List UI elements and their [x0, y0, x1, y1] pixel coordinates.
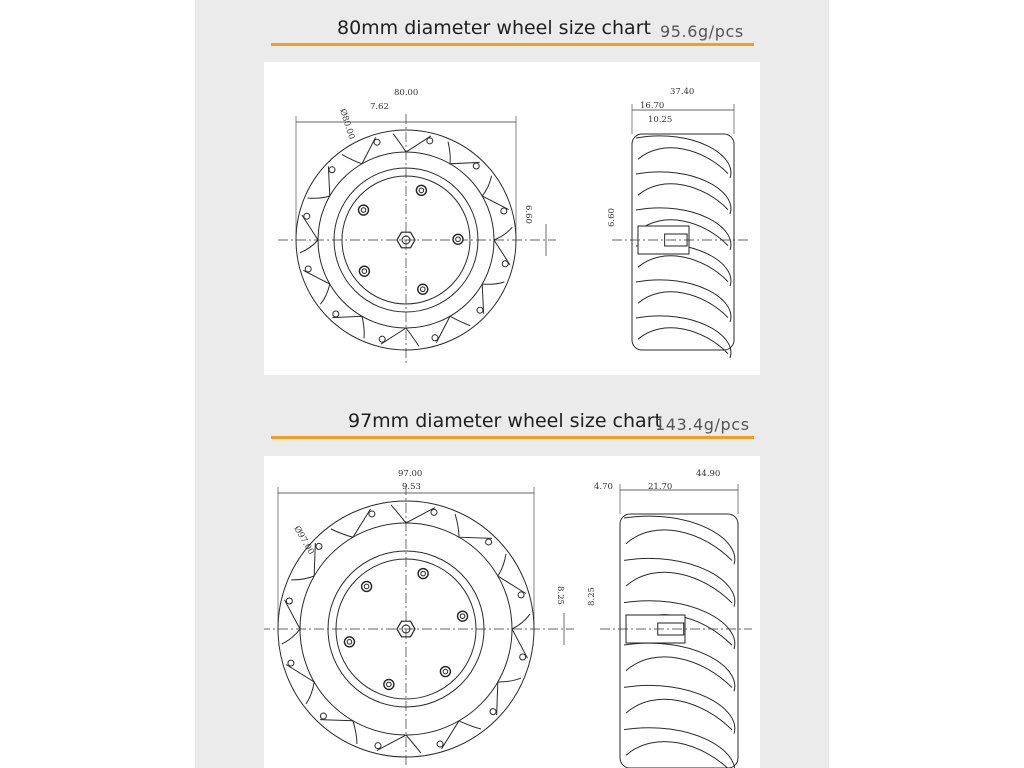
roller-contour — [377, 735, 421, 753]
roller-side — [624, 516, 735, 564]
chart-1-front-height-label: 6.60 — [523, 205, 533, 224]
bolt-hole — [440, 667, 450, 677]
roller-contour — [320, 720, 357, 744]
chart-1-side-height-label: 6.60 — [607, 208, 617, 227]
chart-2-front-view — [264, 485, 574, 768]
chart-2-front-height-label: 8.25 — [555, 586, 565, 605]
chart-1-drawing — [264, 62, 760, 375]
chart-2-side-dim-b-label: 21.70 — [648, 482, 673, 492]
chart-1-front-offset-label: 7.62 — [370, 102, 389, 112]
chart-2-front-offset-label: 9.53 — [402, 482, 421, 492]
chart-2-side-dim-a-label: 4.70 — [594, 482, 613, 492]
chart-2-title-underline — [271, 436, 754, 439]
chart-2-svg — [264, 456, 760, 768]
chart-2-side-height-label: 8.25 — [587, 587, 597, 606]
bolt-hole — [359, 205, 369, 215]
chart-1-title-underline — [271, 43, 754, 46]
chart-1-svg — [264, 62, 760, 375]
roller-contour — [308, 166, 330, 198]
hub-section — [638, 226, 689, 254]
roller-side — [636, 280, 731, 322]
roller-contour — [300, 215, 318, 253]
roller-side — [636, 136, 731, 178]
bolt-hole — [362, 581, 372, 591]
chart-1-side-dim-a-label: 16.70 — [640, 101, 665, 111]
chart-1-side-width-label: 37.40 — [670, 87, 695, 97]
roller-contour — [455, 514, 492, 538]
roller-contour — [497, 678, 521, 715]
bolt-hole — [418, 569, 428, 579]
roller-contour — [482, 282, 504, 314]
chart-1-diameter-label: Ø80.00 — [337, 107, 357, 141]
chart-1-side-view — [612, 104, 748, 358]
bolt-hole — [359, 266, 369, 276]
chart-1-title: 80mm diameter wheel size chart — [337, 17, 651, 39]
chart-1-front-width-label: 80.00 — [394, 88, 419, 98]
roller-contour — [494, 227, 512, 265]
chart-2-title: 97mm diameter wheel size chart — [348, 410, 662, 432]
roller-side — [624, 643, 735, 691]
chart-1-side-dim-b-label: 10.25 — [648, 115, 673, 125]
roller-contour — [512, 614, 530, 658]
bolt-hole — [416, 185, 426, 195]
chart-1-weight: 95.6g/pcs — [660, 22, 744, 41]
roller-side — [636, 172, 731, 214]
roller-contour — [282, 600, 300, 644]
bolt-hole — [344, 637, 354, 647]
bolt-hole — [384, 679, 394, 689]
bolt-hole — [458, 611, 468, 621]
chart-2-diameter-label: Ø97.00 — [291, 524, 316, 557]
roller-contour — [393, 134, 431, 152]
roller-side — [624, 685, 735, 733]
chart-2-drawing — [264, 456, 760, 768]
chart-2-weight: 143.4g/pcs — [655, 415, 750, 434]
chart-2-front-width-label: 97.00 — [398, 469, 423, 479]
chart-2-side-width-label: 44.90 — [696, 469, 721, 479]
roller-contour — [448, 142, 480, 164]
roller-side — [624, 558, 735, 606]
roller-contour — [381, 328, 419, 346]
bolt-hole — [453, 234, 463, 244]
roller-contour — [391, 505, 435, 523]
roller-contour — [332, 316, 364, 338]
chart-2-side-view — [600, 484, 752, 768]
roller-side — [636, 316, 731, 358]
roller-side — [624, 728, 735, 768]
chart-1-front-view — [278, 114, 556, 364]
bolt-hole — [418, 284, 428, 294]
